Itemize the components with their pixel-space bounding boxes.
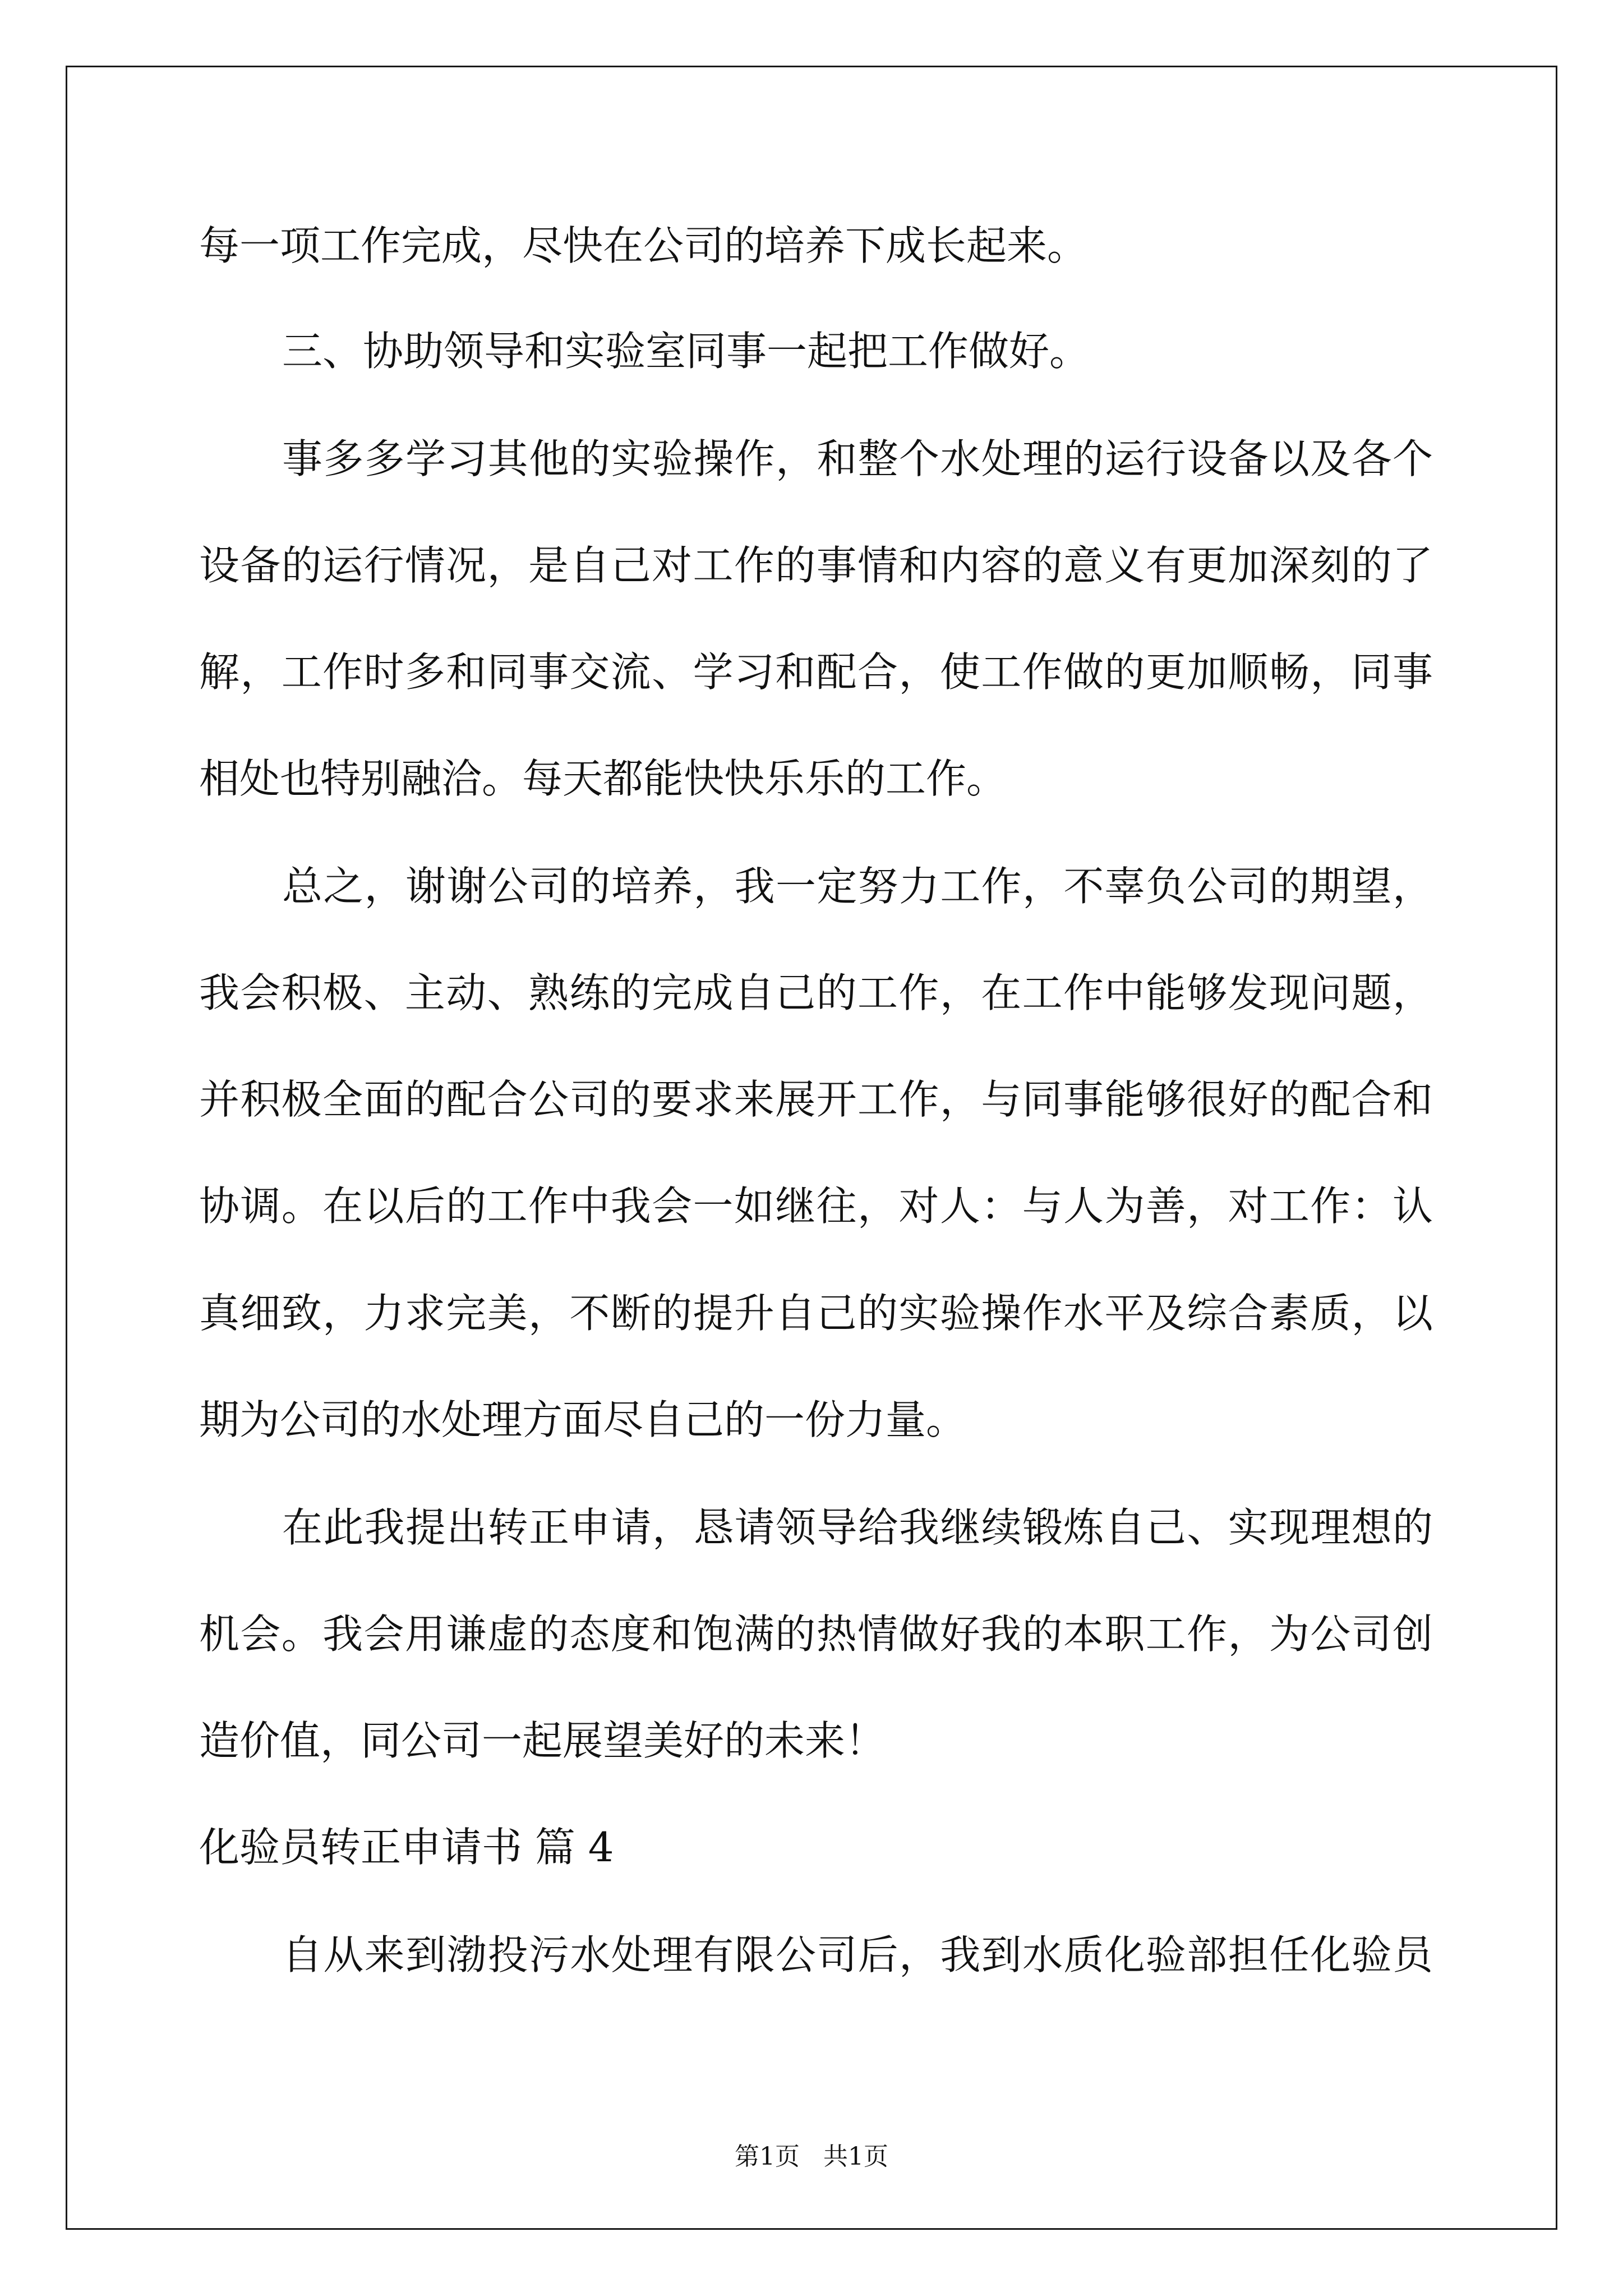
page-number-footer: 第1页 共1页 [735, 2142, 888, 2171]
paragraph-line: 设备的运行情况，是自己对工作的事情和内容的意义有更加深刻的了 [199, 542, 1433, 589]
paragraph-line: 相处也特别融洽。每天都能快快乐乐的工作。 [199, 755, 1007, 802]
paragraph-line: 每一项工作完成，尽快在公司的培养下成长起来。 [199, 222, 1088, 269]
paragraph-line: 真细致，力求完美，不断的提升自己的实验操作水平及综合素质，以 [199, 1290, 1433, 1337]
article-heading: 化验员转正申请书 篇 4 [199, 1824, 614, 1871]
paragraph-line: 总之，谢谢公司的培养，我一定努力工作，不辜负公司的期望， [282, 863, 1433, 910]
paragraph-line: 我会积极、主动、熟练的完成自己的工作，在工作中能够发现问题， [199, 969, 1433, 1016]
paragraph-line: 机会。我会用谦虚的态度和饱满的热情做好我的本职工作，为公司创 [199, 1611, 1433, 1658]
page-border [66, 66, 1557, 2230]
paragraph-line: 解，工作时多和同事交流、学习和配合，使工作做的更加顺畅，同事 [199, 648, 1433, 696]
section-heading: 三、协助领导和实验室同事一起把工作做好。 [282, 328, 1090, 375]
paragraph-line: 在此我提出转正申请，恳请领导给我继续锻炼自己、实现理想的 [282, 1504, 1433, 1551]
paragraph-line: 期为公司的水处理方面尽自己的一份力量。 [199, 1396, 967, 1443]
paragraph-line: 事多多学习其他的实验操作，和整个水处理的运行设备以及各个 [282, 435, 1433, 482]
paragraph-line: 造价值，同公司一起展望美好的未来！ [199, 1717, 886, 1764]
paragraph-line: 并积极全面的配合公司的要求来展开工作，与同事能够很好的配合和 [199, 1076, 1433, 1123]
paragraph-line: 协调。在以后的工作中我会一如继往，对人：与人为善，对工作：认 [199, 1182, 1433, 1230]
paragraph-line: 自从来到渤投污水处理有限公司后，我到水质化验部担任化验员 [282, 1931, 1433, 1978]
